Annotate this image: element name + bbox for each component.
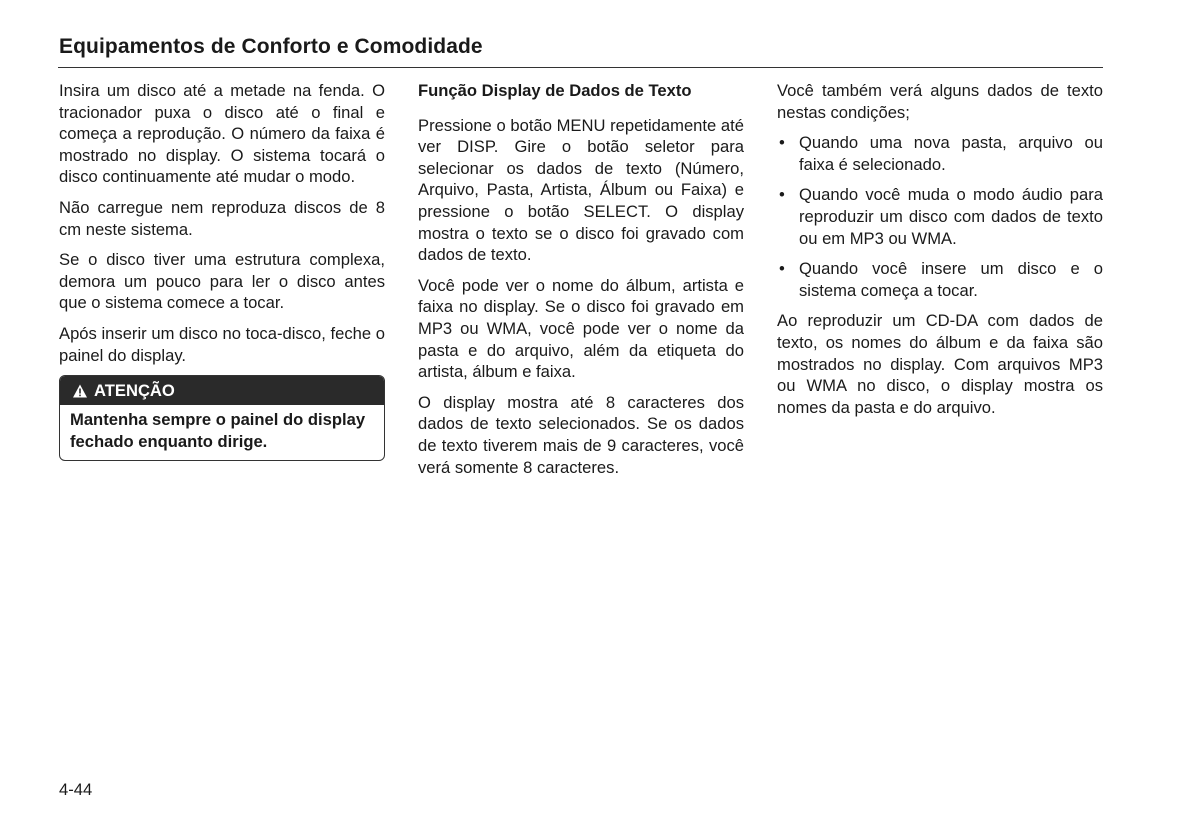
- warning-header: [60, 376, 384, 405]
- list-item-text: Quando você muda o modo áudio para reproduzir um disco com dados de texto ou em MP3 ou WMA.: [799, 185, 1103, 248]
- paragraph-conditions-intro: Você também verá alguns dados de texto nestas condições;: [777, 81, 1103, 122]
- paragraph-8cm-discs: Não carregue nem reproduza discos de 8 cm neste sistema.: [59, 197, 385, 239]
- paragraph-close-panel: Após inserir um disco no toca-disco, feche o painel do display.: [59, 323, 385, 365]
- paragraph-complex-structure: Se o disco tiver uma estrutura complexa, demora um pouco para ler o disco antes que o sistema comece a tocar.: [59, 250, 385, 313]
- warning-title: ATENÇÃO: [94, 381, 175, 401]
- list-item-text: Quando você insere um disco e o sistema começa a tocar.: [799, 259, 1103, 300]
- conditions-list: [777, 132, 1103, 301]
- title-divider: [58, 67, 1103, 68]
- list-item: [777, 258, 1103, 301]
- warning-text: Mantenha sempre o painel do display fechado enquanto dirige.: [70, 410, 366, 451]
- page-number: 4-44: [59, 780, 93, 799]
- column-3: [777, 80, 1103, 427]
- paragraph-8-characters: O display mostra até 8 caracteres dos dados de texto selecionados. Se os dados de texto tiverem mais de 9 caracteres, você verá somente 8 caracteres.: [418, 392, 744, 477]
- paragraph-album-artist: Você pode ver o nome do álbum, artista e faixa no display. Se o disco foi gravado em MP3 ou WMA, você pode ver o nome da pasta e do arquivo, além da etiqueta do artista, álbum e faixa.: [418, 275, 744, 382]
- bullet-marker: •: [779, 133, 785, 153]
- section-heading: Função Display de Dados de Texto: [418, 81, 692, 100]
- bullet-marker: •: [779, 259, 785, 279]
- paragraph-cd-da: Ao reproduzir um CD-DA com dados de texto, os nomes do álbum e da faixa são mostrados no display. Com arquivos MP3 ou WMA no disco, o display mostra os nomes da pasta e do arquivo.: [777, 311, 1103, 417]
- bullet-marker: •: [779, 185, 785, 205]
- list-item-text: Quando uma nova pasta, arquivo ou faixa é selecionado.: [799, 133, 1103, 174]
- paragraph-menu-disp: Pressione o botão MENU repetidamente até ver DISP. Gire o botão seletor para selecionar os dados de texto (Número, Arquivo, Pasta, Artista, Álbum ou Faixa) e pressione o botão SELECT. O display mostra o texto se o disco foi gravado com dados de texto.: [418, 115, 744, 265]
- list-item: [777, 132, 1103, 175]
- page-title: Equipamentos de Conforto e Comodidade: [59, 35, 483, 58]
- column-1: [59, 80, 385, 461]
- paragraph-insert-disc: Insira um disco até a metade na fenda. O tracionador puxa o disco até o final e começa a reprodução. O número da faixa é mostrado no display. O sistema tocará o disco continuamente até mudar o modo.: [59, 81, 385, 187]
- warning-box: [59, 375, 385, 461]
- list-item: [777, 184, 1103, 249]
- warning-triangle-icon: [72, 383, 88, 399]
- column-2: [418, 80, 744, 487]
